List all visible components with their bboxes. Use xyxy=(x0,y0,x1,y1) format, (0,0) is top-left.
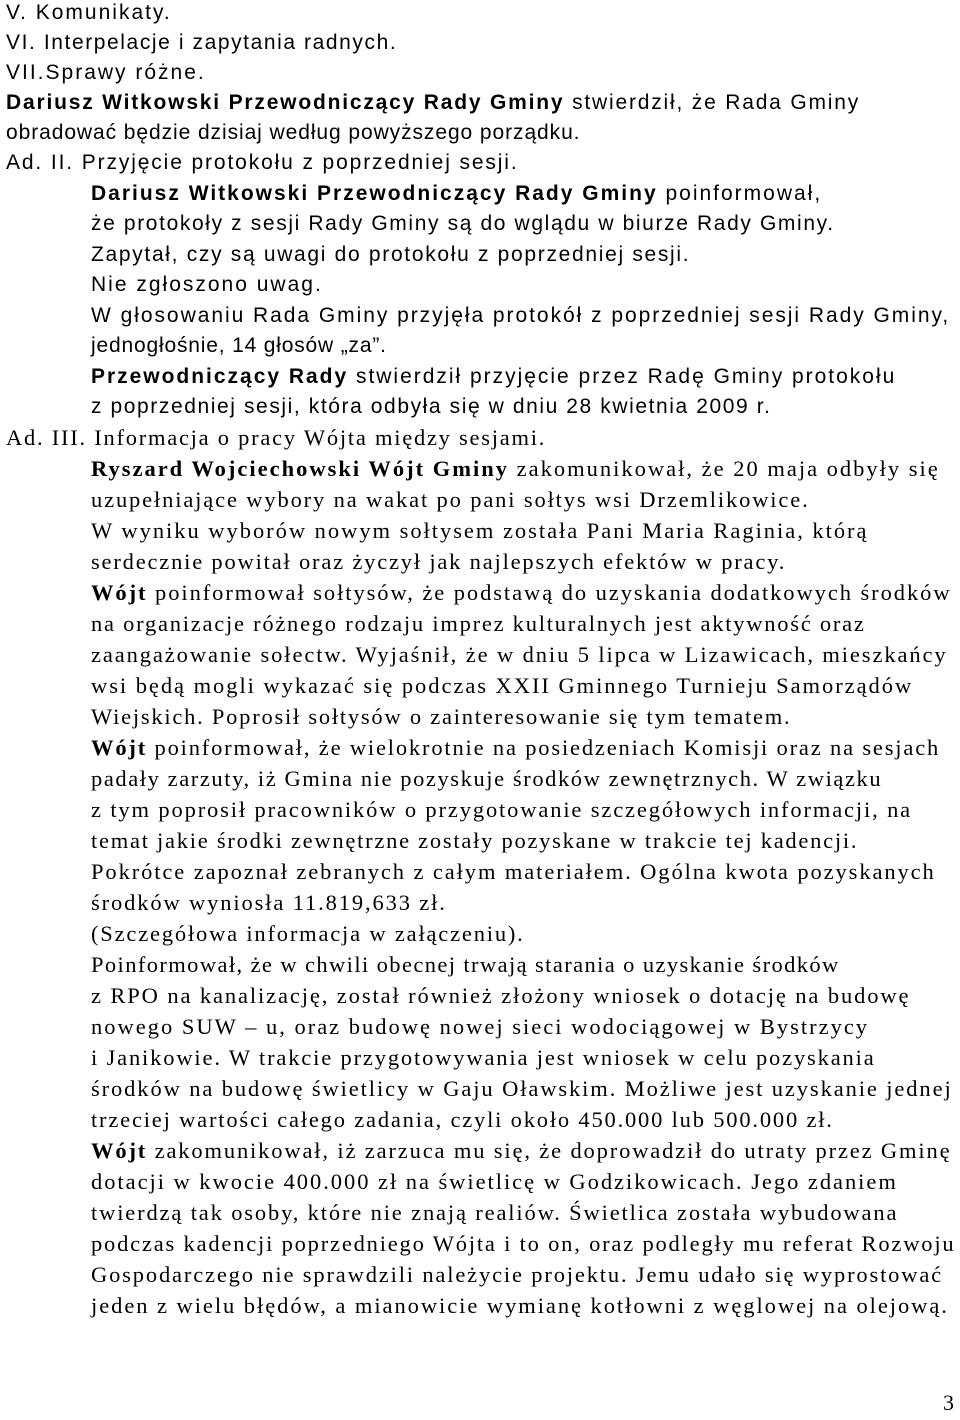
text-line xyxy=(91,270,323,300)
text-line xyxy=(91,733,940,763)
text-line xyxy=(91,578,952,608)
bold-text-segment: Dariusz Witkowski Przewodniczący Rady Gminy xyxy=(91,182,658,205)
text-segment: Ad. III. Informacja o pracy Wójta między sesjami. xyxy=(6,425,547,450)
text-line xyxy=(6,58,206,88)
text-segment: V. Komunikaty. xyxy=(6,1,172,24)
text-line xyxy=(6,88,860,118)
text-segment: i Janikowie. W trakcie przygotowywania jest wniosek w celu pozyskania xyxy=(91,1045,876,1070)
text-segment: Pokrótce zapoznał zebranych z całym materiałem. Ogólna kwota pozyskanych xyxy=(91,859,936,884)
text-segment: serdecznie powitał oraz życzył jak najlepszych efektów w pracy. xyxy=(91,549,787,574)
text-segment: środków na budowę świetlicy w Gaju Oławskim. Możliwe jest uzyskanie jednej xyxy=(91,1076,953,1101)
text-segment: Zapytał, czy są uwagi do protokołu z poprzedniej sesji. xyxy=(91,243,691,266)
text-segment: Gospodarczego nie sprawdzili należycie projektu. Jemu udało się wyprostować xyxy=(91,1262,943,1287)
text-line xyxy=(91,919,525,949)
text-segment: padały zarzuty, iż Gmina nie pozyskuje środków zewnętrznych. W związku xyxy=(91,766,883,791)
text-line xyxy=(91,1229,955,1259)
text-line xyxy=(91,1105,834,1135)
text-line xyxy=(91,671,913,701)
text-line xyxy=(91,950,840,980)
text-line xyxy=(91,1260,943,1290)
text-segment: z tym poprosił pracowników o przygotowanie szczegółowych informacji, na xyxy=(91,797,913,822)
text-line xyxy=(91,640,948,670)
bold-text-segment: Wójt xyxy=(91,735,148,760)
text-line xyxy=(91,547,786,577)
text-segment: poinformował sołtysów, że podstawą do uzyskania dodatkowych środków xyxy=(147,580,952,605)
text-segment: Wiejskich. Poprosił sołtysów o zainteresowanie się tym tematem. xyxy=(91,704,792,729)
text-segment: wsi będą mogli wykazać się podczas XXII Gminnego Turnieju Samorządów xyxy=(91,673,914,698)
text-segment: W głosowaniu Rada Gminy przyjęła protokół z poprzedniej sesji Rady Gminy, xyxy=(91,304,951,327)
text-segment: VI. Interpelacje i zapytania radnych. xyxy=(6,31,398,54)
text-line xyxy=(91,209,835,239)
text-line xyxy=(91,1043,876,1073)
text-line xyxy=(91,485,810,515)
text-line xyxy=(91,392,772,422)
text-line xyxy=(6,0,172,28)
text-line xyxy=(91,1012,869,1042)
text-line xyxy=(91,826,858,856)
text-segment: dotacji w kwocie 400.000 zł na świetlicę w Godzikowicach. Jego zdaniem xyxy=(91,1169,898,1194)
text-segment: trzeciej wartości całego zadania, czyli około 450.000 lub 500.000 zł. xyxy=(91,1107,834,1132)
text-segment: na organizacje różnego rodzaju imprez kulturalnych jest aktywność oraz xyxy=(91,611,866,636)
text-segment: Poinformował, że w chwili obecnej trwają starania o uzyskanie środków xyxy=(91,952,840,977)
text-line xyxy=(91,331,387,361)
text-line xyxy=(6,423,546,453)
bold-text-segment: Przewodniczący Rady xyxy=(91,365,349,388)
text-segment: nowego SUW – u, oraz budowę nowej sieci wodociągowej w Bystrzycy xyxy=(91,1014,870,1039)
text-segment: że protokoły z sesji Rady Gminy są do wglądu w biurze Rady Gminy. xyxy=(91,212,835,235)
text-line xyxy=(91,516,868,546)
text-line xyxy=(6,28,397,58)
text-line xyxy=(6,118,580,148)
page-number: 3 xyxy=(943,1390,954,1415)
text-line xyxy=(91,454,940,484)
text-line xyxy=(91,1074,953,1104)
text-line xyxy=(91,702,791,732)
text-line xyxy=(91,795,912,825)
text-segment: uzupełniające wybory na wakat po pani sołtys wsi Drzemlikowice. xyxy=(91,487,810,512)
text-segment: W wyniku wyborów nowym sołtysem została Pani Maria Raginia, którą xyxy=(91,518,869,543)
text-segment: obradować będzie dzisiaj według powyższego porządku. xyxy=(6,121,581,144)
text-line xyxy=(6,148,519,178)
text-segment: środków wyniosła 11.819,633 zł. xyxy=(91,890,447,915)
text-line xyxy=(91,301,950,331)
text-segment: temat jakie środki zewnętrzne zostały pozyskane w trakcie tej kadencji. xyxy=(91,828,859,853)
text-line xyxy=(91,888,447,918)
text-line xyxy=(91,609,866,639)
text-segment: zakomunikował, iż zarzuca mu się, że doprowadził do utraty przez Gminę xyxy=(147,1138,952,1163)
text-segment: Nie zgłoszono uwag. xyxy=(91,273,323,296)
text-segment: jeden z wielu błędów, a mianowicie wymianę kotłowni z węglowej na olejową. xyxy=(91,1293,949,1318)
text-line xyxy=(91,362,896,392)
text-segment: z poprzedniej sesji, która odbyła się w dniu 28 kwietnia 2009 r. xyxy=(91,395,772,418)
text-line xyxy=(91,1167,898,1197)
text-line xyxy=(91,857,936,887)
text-segment: stwierdził, że Rada Gminy xyxy=(564,91,861,114)
bold-text-segment: Ryszard Wojciechowski Wójt Gminy xyxy=(91,456,510,481)
text-line xyxy=(91,764,882,794)
text-segment: Ad. II. Przyjęcie protokołu z poprzedniej sesji. xyxy=(6,151,519,174)
text-line xyxy=(91,1136,951,1166)
text-segment: twierdzą tak osoby, które nie znają realiów. Świetlica została wybudowana xyxy=(91,1200,899,1225)
text-segment: (Szczegółowa informacja w załączeniu). xyxy=(91,921,525,946)
text-segment: zakomunikował, że 20 maja odbyły się xyxy=(509,456,940,481)
text-segment: jednogłośnie, 14 głosów „za”. xyxy=(91,334,387,357)
bold-text-segment: Dariusz Witkowski Przewodniczący Rady Gminy xyxy=(6,91,565,114)
text-line xyxy=(91,981,910,1011)
text-segment: poinformował, xyxy=(657,182,823,205)
text-segment: podczas kadencji poprzedniego Wójta i to on, oraz podległy mu referat Rozwoju xyxy=(91,1231,956,1256)
text-segment: poinformował, że wielokrotnie na posiedzeniach Komisji oraz na sesjach xyxy=(147,735,941,760)
text-segment: z RPO na kanalizację, został również złożony wniosek o dotację na budowę xyxy=(91,983,911,1008)
text-line xyxy=(91,1198,898,1228)
text-line xyxy=(91,1291,949,1321)
text-line xyxy=(91,179,822,209)
text-segment: stwierdził przyjęcie przez Radę Gminy protokołu xyxy=(348,365,897,388)
text-segment: VII.Sprawy różne. xyxy=(6,61,206,84)
text-line xyxy=(91,240,690,270)
bold-text-segment: Wójt xyxy=(91,1138,148,1163)
text-segment: zaangażowanie sołectw. Wyjaśnił, że w dniu 5 lipca w Lizawicach, mieszkańcy xyxy=(91,642,948,667)
bold-text-segment: Wójt xyxy=(91,580,148,605)
